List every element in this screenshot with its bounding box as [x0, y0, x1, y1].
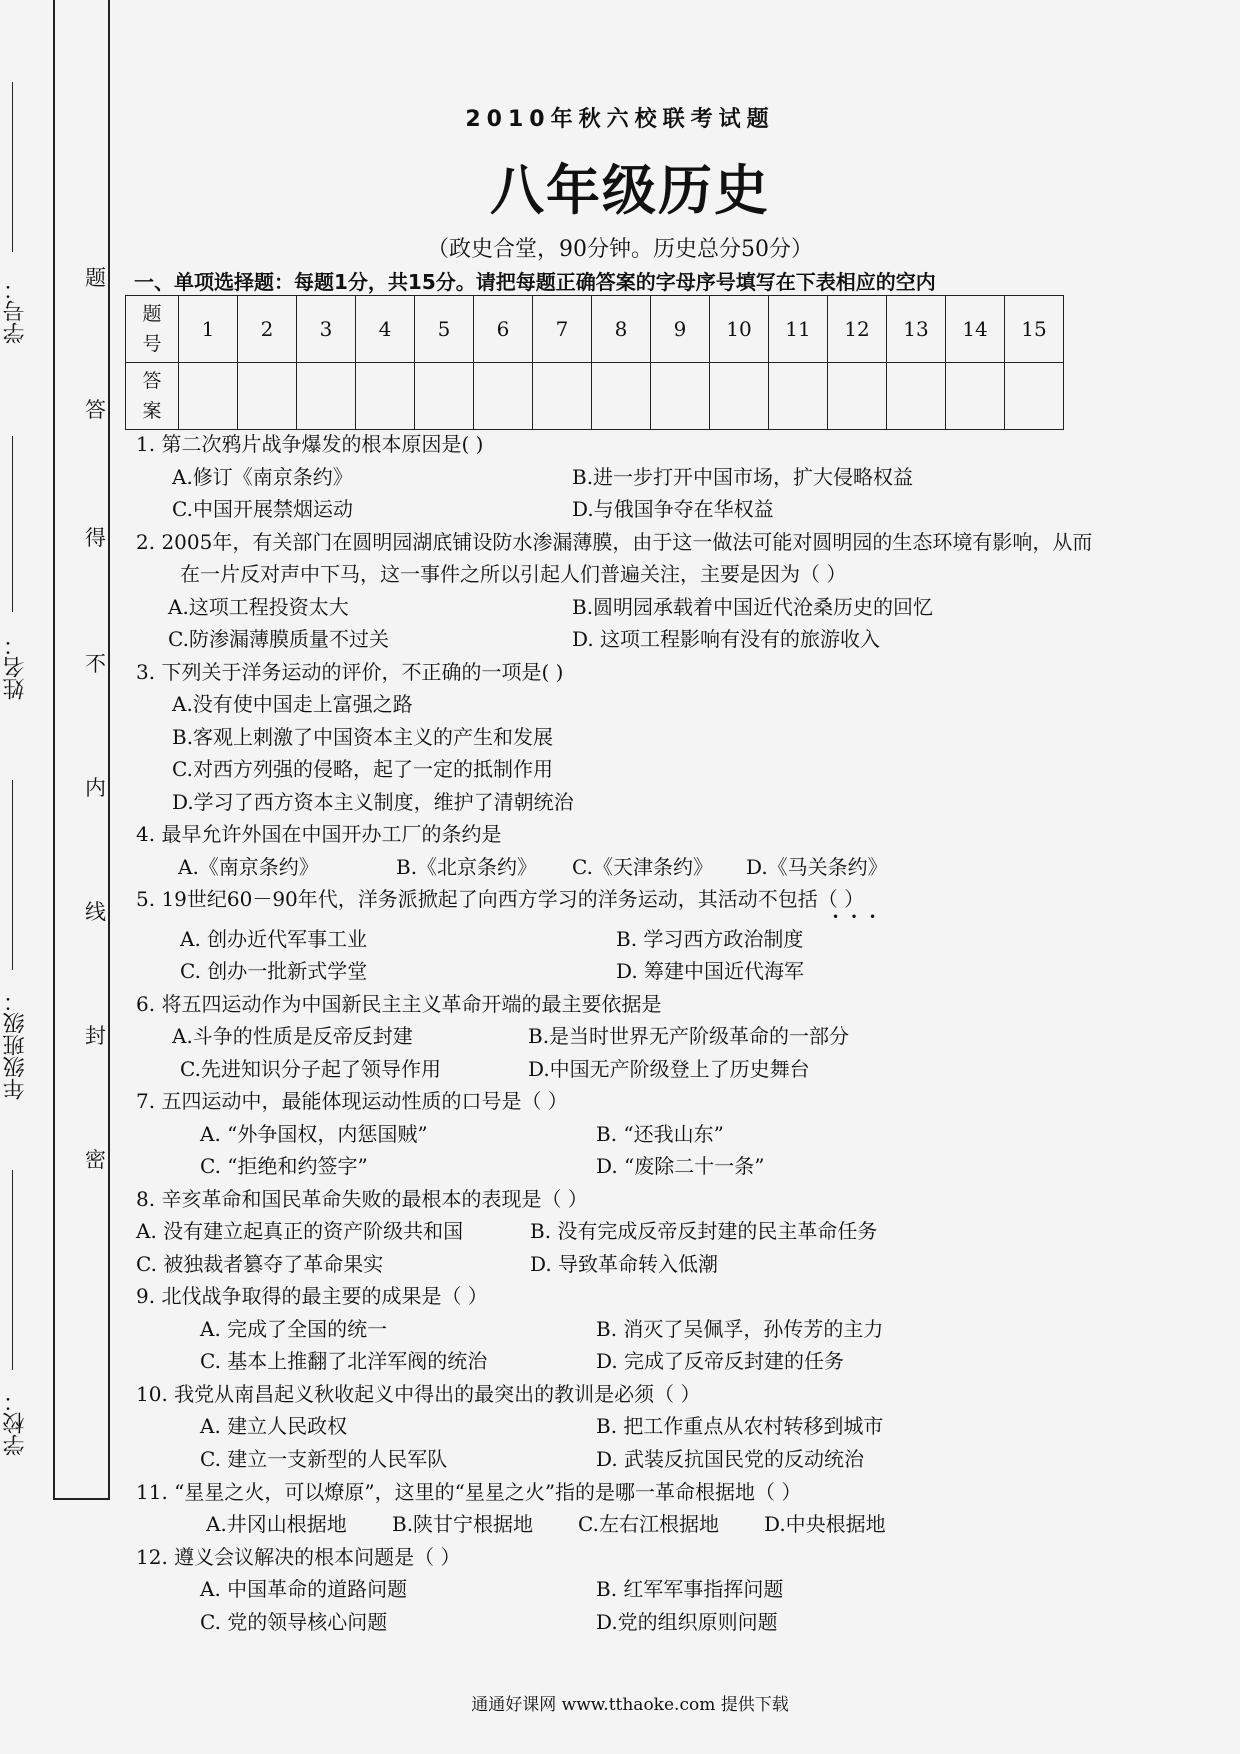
- question-number-row: [126, 296, 1064, 363]
- seal-char: 内: [85, 776, 106, 800]
- question-number: 9: [651, 296, 710, 363]
- question-number: 5: [415, 296, 474, 363]
- question-stem: 10. 我党从南昌起义秋收起义中得出的最突出的教训是必须（ ）: [136, 1382, 701, 1406]
- question-number: 15: [1005, 296, 1064, 363]
- option: C.先进知识分子起了领导作用: [180, 1057, 441, 1081]
- option: C.左右江根据地: [578, 1512, 719, 1536]
- option: D.《马关条约》: [746, 855, 888, 879]
- answer-cell[interactable]: [297, 363, 356, 430]
- grade-class-label: 年级班级：: [3, 990, 28, 1100]
- name-label: 姓名：: [3, 634, 28, 700]
- option: C.《天津条约》: [572, 855, 713, 879]
- option: A.修订《南京条约》: [172, 465, 353, 489]
- question-stem: 8. 辛亥革命和国民革命失败的最根本的表现是（ ）: [136, 1187, 588, 1211]
- answer-cell[interactable]: [474, 363, 533, 430]
- answer-cell[interactable]: [828, 363, 887, 430]
- option: C. 党的领导核心问题: [200, 1610, 388, 1634]
- exam-note: （政史合堂，90分钟。历史总分50分）: [427, 237, 813, 262]
- question-stem: 3. 下列关于洋务运动的评价，不正确的一项是( ): [136, 660, 564, 684]
- option: D.学习了西方资本主义制度，维护了清朝统治: [172, 790, 574, 814]
- question-stem: 4. 最早允许外国在中国开办工厂的条约是: [136, 822, 502, 846]
- option: D. “废除二十一条”: [596, 1154, 765, 1178]
- option: A.斗争的性质是反帝反封建: [172, 1024, 413, 1048]
- option: A. 建立人民政权: [200, 1414, 348, 1438]
- question-stem: 2. 2005年，有关部门在圆明园湖底铺设防水渗漏薄膜，由于这一做法可能对圆明园的生态环境有影响，从而: [136, 530, 1093, 554]
- option: B. 没有完成反帝反封建的民主革命任务: [530, 1219, 878, 1243]
- option: A. 完成了全国的统一: [200, 1317, 388, 1341]
- option: D.党的组织原则问题: [596, 1610, 778, 1634]
- option: B.客观上刺激了中国资本主义的产生和发展: [172, 725, 554, 749]
- question-number: 3: [297, 296, 356, 363]
- question-number: 4: [356, 296, 415, 363]
- answer-cell[interactable]: [592, 363, 651, 430]
- answer-cell[interactable]: [769, 363, 828, 430]
- question-stem-continued: 在一片反对声中下马，这一事件之所以引起人们普遍关注，主要是因为（ ）: [180, 562, 847, 586]
- question-number: 10: [710, 296, 769, 363]
- option: C.防渗漏薄膜质量不过关: [168, 627, 389, 651]
- question-stem: 7. 五四运动中，最能体现运动性质的口号是（ ）: [136, 1089, 568, 1113]
- question-stem: 1. 第二次鸦片战争爆发的根本原因是( ): [136, 432, 484, 456]
- answer-cell[interactable]: [238, 363, 297, 430]
- option: B. 红军军事指挥问题: [596, 1577, 784, 1601]
- option: C. 创办一批新式学堂: [180, 959, 368, 983]
- option: C. 被独裁者篡夺了革命果实: [136, 1252, 384, 1276]
- answer-header: 答 案: [126, 363, 179, 430]
- option: D. 武装反抗国民党的反动统治: [596, 1447, 865, 1471]
- question-number: 14: [946, 296, 1005, 363]
- exam-title: 2010年秋六校联考试题: [465, 107, 775, 132]
- option: B.圆明园承载着中国近代沧桑历史的回忆: [572, 595, 934, 619]
- question-stem: 6. 将五四运动作为中国新民主主义革命开端的最主要依据是: [136, 992, 662, 1016]
- school-line[interactable]: [12, 1170, 14, 1370]
- option: D. 筹建中国近代海军: [616, 959, 805, 983]
- seal-char: 得: [85, 526, 106, 550]
- option: D. 这项工程影响有没有的旅游收入: [572, 627, 881, 651]
- option: B.是当时世界无产阶级革命的一部分: [528, 1024, 850, 1048]
- answer-cell[interactable]: [1005, 363, 1064, 430]
- option: D.与俄国争夺在华权益: [572, 497, 774, 521]
- emphasis-dots: • • •: [832, 910, 877, 924]
- answer-cell[interactable]: [356, 363, 415, 430]
- question-stem: 12. 遵义会议解决的根本问题是（ ）: [136, 1545, 461, 1569]
- question-number: 7: [533, 296, 592, 363]
- answer-row: [126, 363, 1064, 430]
- option: A.这项工程投资太大: [168, 595, 349, 619]
- question-number: 8: [592, 296, 651, 363]
- option: D. 导致革命转入低潮: [530, 1252, 719, 1276]
- option: A. 中国革命的道路问题: [200, 1577, 408, 1601]
- subject-title: 八年级历史: [490, 159, 770, 222]
- seal-char: 密: [85, 1148, 106, 1172]
- answer-cell[interactable]: [651, 363, 710, 430]
- page-footer: 通通好课网 www.tthaoke.com 提供下载: [471, 1695, 789, 1715]
- grade-class-line[interactable]: [12, 780, 14, 970]
- option: B. 消灭了吴佩孚，孙传芳的主力: [596, 1317, 884, 1341]
- seal-char: 封: [85, 1024, 106, 1048]
- question-number: 6: [474, 296, 533, 363]
- option: C.对西方列强的侵略，起了一定的抵制作用: [172, 757, 553, 781]
- answer-cell[interactable]: [887, 363, 946, 430]
- seal-char: 不: [85, 652, 106, 676]
- option: A.井冈山根据地: [206, 1512, 347, 1536]
- option: C. 基本上推翻了北洋军阀的统治: [200, 1349, 488, 1373]
- option: C.中国开展禁烟运动: [172, 497, 353, 521]
- option: D.中国无产阶级登上了历史舞台: [528, 1057, 810, 1081]
- option: B. “还我山东”: [596, 1122, 724, 1146]
- option: A.没有使中国走上富强之路: [172, 692, 413, 716]
- option: A.《南京条约》: [178, 855, 319, 879]
- seal-char: 题: [85, 266, 106, 290]
- answer-cell[interactable]: [415, 363, 474, 430]
- school-label: 学校：: [3, 1390, 28, 1456]
- option: D. 完成了反帝反封建的任务: [596, 1349, 845, 1373]
- question-number: 11: [769, 296, 828, 363]
- seal-char: 答: [85, 398, 106, 422]
- option: A. “外争国权，内惩国贼”: [200, 1122, 428, 1146]
- option: B. 学习西方政治制度: [616, 927, 804, 951]
- question-number: 12: [828, 296, 887, 363]
- question-stem: 11. “星星之火，可以燎原”，这里的“星星之火”指的是哪一革命根据地（ ）: [136, 1480, 802, 1504]
- answer-cell[interactable]: [946, 363, 1005, 430]
- option: D.中央根据地: [764, 1512, 886, 1536]
- section-heading: 一、单项选择题：每题1分，共15分。请把每题正确答案的字母序号填写在下表相应的空内: [134, 270, 936, 294]
- option: B.《北京条约》: [396, 855, 538, 879]
- answer-cell[interactable]: [179, 363, 238, 430]
- option: A. 没有建立起真正的资产阶级共和国: [136, 1219, 464, 1243]
- question-number: 13: [887, 296, 946, 363]
- name-line[interactable]: [12, 436, 14, 612]
- answer-table: [125, 295, 1064, 430]
- student-no-label: 学号：: [3, 278, 28, 344]
- option: B.进一步打开中国市场，扩大侵略权益: [572, 465, 914, 489]
- answer-cell[interactable]: [710, 363, 769, 430]
- option: B. 把工作重点从农村转移到城市: [596, 1414, 884, 1438]
- option: A. 创办近代军事工业: [180, 927, 368, 951]
- question-number-header: 题 号: [126, 296, 179, 363]
- option: C. 建立一支新型的人民军队: [200, 1447, 448, 1471]
- seal-char: 线: [85, 900, 106, 924]
- question-number: 2: [238, 296, 297, 363]
- binding-margin-box: [53, 0, 110, 1500]
- question-stem: 9. 北伐战争取得的最主要的成果是（ ）: [136, 1284, 488, 1308]
- question-number: 1: [179, 296, 238, 363]
- question-stem: 5. 19世纪60－90年代，洋务派掀起了向西方学习的洋务运动，其活动不包括（ ）: [136, 887, 865, 911]
- answer-cell[interactable]: [533, 363, 592, 430]
- option: C. “拒绝和约签字”: [200, 1154, 368, 1178]
- option: B.陕甘宁根据地: [392, 1512, 534, 1536]
